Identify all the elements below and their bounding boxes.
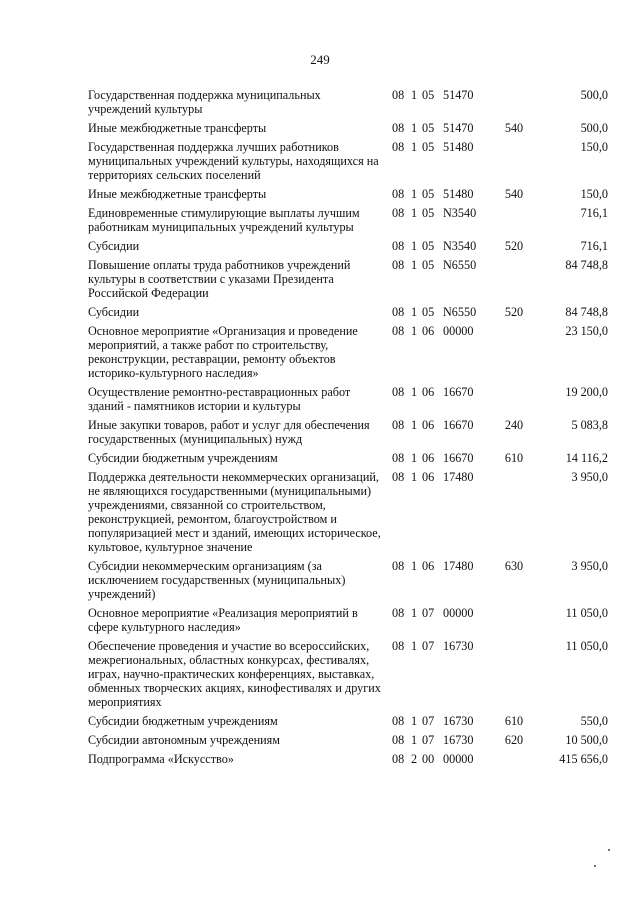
amount: 716,1 bbox=[580, 239, 608, 253]
code-subprogram: 07 bbox=[422, 639, 435, 653]
code-direction: 00000 bbox=[443, 324, 474, 338]
code-program: 1 bbox=[411, 324, 418, 338]
row-name: Государственная поддержка муниципальных учреждений культуры bbox=[88, 88, 321, 116]
code-subprogram: 05 bbox=[422, 88, 435, 102]
row-name: Основное мероприятие «Организация и проведение мероприятий, а также работ по строительству, реконструкции, реставрации, ремонту объектов историко-культурного наследия» bbox=[88, 324, 358, 380]
row-name: Основное мероприятие «Реализация мероприятий в сфере культурного наследия» bbox=[88, 606, 358, 634]
code-direction: 51480 bbox=[443, 187, 474, 201]
table-row bbox=[88, 470, 618, 554]
code-section: 08 bbox=[392, 733, 405, 747]
expense-type: 520 bbox=[504, 305, 524, 319]
code-program: 1 bbox=[411, 733, 418, 747]
row-name: Подпрограмма «Искусство» bbox=[88, 752, 234, 766]
table-row bbox=[88, 714, 618, 728]
code-subprogram: 05 bbox=[422, 206, 435, 220]
row-name: Обеспечение проведения и участие во всероссийских, межрегиональных, областных конкурсах, фестивалях, играх, научно-практических конференциях, выставках, обменных творческих акциях, кинофестивалях и других мероприятиях bbox=[88, 639, 381, 709]
row-name: Субсидии bbox=[88, 305, 140, 319]
expense-type: 540 bbox=[504, 121, 524, 135]
code-program: 1 bbox=[411, 258, 418, 272]
code-subprogram: 05 bbox=[422, 187, 435, 201]
expense-type: 540 bbox=[504, 187, 524, 201]
code-direction: 16670 bbox=[443, 385, 474, 399]
code-subprogram: 05 bbox=[422, 140, 435, 154]
amount: 11 050,0 bbox=[565, 639, 608, 653]
code-section: 08 bbox=[392, 305, 405, 319]
code-program: 1 bbox=[411, 305, 418, 319]
code-program: 1 bbox=[411, 606, 418, 620]
code-subprogram: 05 bbox=[422, 258, 435, 272]
code-direction: 17480 bbox=[443, 559, 474, 573]
table-row bbox=[88, 88, 618, 116]
code-direction: N3540 bbox=[443, 239, 477, 253]
table-row bbox=[88, 418, 618, 446]
code-program: 1 bbox=[411, 714, 418, 728]
amount: 84 748,8 bbox=[565, 258, 608, 272]
expense-type: 610 bbox=[504, 451, 524, 465]
page-number: 249 bbox=[310, 52, 330, 67]
expense-type: 620 bbox=[504, 733, 524, 747]
amount: 415 656,0 bbox=[559, 752, 608, 766]
amount: 150,0 bbox=[580, 140, 608, 154]
amount: 11 050,0 bbox=[565, 606, 608, 620]
code-direction: 16670 bbox=[443, 451, 474, 465]
row-name: Иные межбюджетные трансферты bbox=[88, 187, 267, 201]
code-subprogram: 07 bbox=[422, 714, 435, 728]
amount: 3 950,0 bbox=[571, 470, 608, 484]
expense-type: 240 bbox=[504, 418, 524, 432]
code-direction: 17480 bbox=[443, 470, 474, 484]
code-section: 08 bbox=[392, 470, 405, 484]
row-name: Повышение оплаты труда работников учреждений культуры в соответствии с указами Президента Российской Федерации bbox=[88, 258, 351, 300]
code-subprogram: 05 bbox=[422, 121, 435, 135]
code-direction: 00000 bbox=[443, 752, 474, 766]
code-program: 1 bbox=[411, 187, 418, 201]
code-subprogram: 06 bbox=[422, 418, 435, 432]
row-name: Субсидии бюджетным учреждениям bbox=[88, 451, 278, 465]
code-section: 08 bbox=[392, 714, 405, 728]
code-subprogram: 06 bbox=[422, 324, 435, 338]
budget-table bbox=[88, 88, 618, 771]
row-name: Субсидии автономным учреждениям bbox=[88, 733, 280, 747]
table-row bbox=[88, 451, 618, 465]
table-row bbox=[88, 559, 618, 601]
code-section: 08 bbox=[392, 606, 405, 620]
code-program: 1 bbox=[411, 451, 418, 465]
code-program: 1 bbox=[411, 239, 418, 253]
code-direction: 51480 bbox=[443, 140, 474, 154]
code-section: 08 bbox=[392, 752, 405, 766]
amount: 716,1 bbox=[580, 206, 608, 220]
expense-type: 630 bbox=[504, 559, 524, 573]
table-row bbox=[88, 121, 618, 135]
expense-type: 610 bbox=[504, 714, 524, 728]
row-name: Иные закупки товаров, работ и услуг для обеспечения государственных (муниципальных) нужд bbox=[88, 418, 370, 446]
row-name: Осуществление ремонтно-реставрационных работ зданий - памятников истории и культуры bbox=[88, 385, 351, 413]
code-subprogram: 07 bbox=[422, 606, 435, 620]
code-subprogram: 06 bbox=[422, 385, 435, 399]
code-section: 08 bbox=[392, 88, 405, 102]
table-row bbox=[88, 140, 618, 182]
table-row bbox=[88, 239, 618, 253]
code-program: 1 bbox=[411, 418, 418, 432]
row-name: Иные межбюджетные трансферты bbox=[88, 121, 267, 135]
code-program: 2 bbox=[411, 752, 418, 766]
table-row bbox=[88, 385, 618, 413]
table-row bbox=[88, 639, 618, 709]
code-section: 08 bbox=[392, 258, 405, 272]
code-direction: 16730 bbox=[443, 714, 474, 728]
row-name: Субсидии некоммерческим организациям (за исключением государственных (муниципальных) учреждений) bbox=[88, 559, 346, 601]
code-section: 08 bbox=[392, 206, 405, 220]
table-row bbox=[88, 606, 618, 634]
scan-speck bbox=[594, 865, 596, 867]
code-program: 1 bbox=[411, 470, 418, 484]
code-subprogram: 06 bbox=[422, 470, 435, 484]
row-name: Государственная поддержка лучших работников муниципальных учреждений культуры, находящихся на территориях сельских поселений bbox=[88, 140, 379, 182]
amount: 150,0 bbox=[580, 187, 608, 201]
code-section: 08 bbox=[392, 639, 405, 653]
code-section: 08 bbox=[392, 559, 405, 573]
amount: 550,0 bbox=[580, 714, 608, 728]
code-section: 08 bbox=[392, 451, 405, 465]
code-direction: 51470 bbox=[443, 121, 474, 135]
table-row bbox=[88, 324, 618, 380]
code-program: 1 bbox=[411, 385, 418, 399]
amount: 500,0 bbox=[580, 88, 608, 102]
row-name: Субсидии bbox=[88, 239, 140, 253]
code-program: 1 bbox=[411, 639, 418, 653]
code-direction: 16730 bbox=[443, 639, 474, 653]
amount: 84 748,8 bbox=[565, 305, 608, 319]
code-direction: 16730 bbox=[443, 733, 474, 747]
code-direction: 16670 bbox=[443, 418, 474, 432]
code-direction: N6550 bbox=[443, 258, 477, 272]
amount: 500,0 bbox=[580, 121, 608, 135]
code-direction: 51470 bbox=[443, 88, 474, 102]
code-program: 1 bbox=[411, 121, 418, 135]
code-subprogram: 05 bbox=[422, 305, 435, 319]
table-row bbox=[88, 206, 618, 234]
code-direction: N3540 bbox=[443, 206, 477, 220]
code-subprogram: 07 bbox=[422, 733, 435, 747]
row-name: Единовременные стимулирующие выплаты лучшим работникам муниципальных учреждений культуры bbox=[88, 206, 360, 234]
code-section: 08 bbox=[392, 187, 405, 201]
code-program: 1 bbox=[411, 88, 418, 102]
code-section: 08 bbox=[392, 239, 405, 253]
amount: 23 150,0 bbox=[565, 324, 608, 338]
scan-speck bbox=[608, 849, 610, 851]
code-program: 1 bbox=[411, 140, 418, 154]
expense-type: 520 bbox=[504, 239, 524, 253]
amount: 14 116,2 bbox=[565, 451, 608, 465]
code-section: 08 bbox=[392, 140, 405, 154]
code-subprogram: 00 bbox=[422, 752, 435, 766]
code-section: 08 bbox=[392, 418, 405, 432]
table-row bbox=[88, 733, 618, 747]
code-program: 1 bbox=[411, 206, 418, 220]
row-name: Субсидии бюджетным учреждениям bbox=[88, 714, 278, 728]
row-name: Поддержка деятельности некоммерческих организаций, не являющихся государственными (муниципальными) учреждениями, связанной со строительством, реконструкцией, ремонтом, благоустройством и популяризацией мест и зданий, имеющих историческое, культовое, культурное значение bbox=[88, 470, 381, 554]
code-program: 1 bbox=[411, 559, 418, 573]
code-subprogram: 06 bbox=[422, 451, 435, 465]
code-direction: N6550 bbox=[443, 305, 477, 319]
code-section: 08 bbox=[392, 121, 405, 135]
code-subprogram: 06 bbox=[422, 559, 435, 573]
code-subprogram: 05 bbox=[422, 239, 435, 253]
table-row bbox=[88, 752, 618, 766]
amount: 3 950,0 bbox=[571, 559, 608, 573]
table-row bbox=[88, 258, 618, 300]
code-direction: 00000 bbox=[443, 606, 474, 620]
table-row bbox=[88, 305, 618, 319]
code-section: 08 bbox=[392, 385, 405, 399]
code-section: 08 bbox=[392, 324, 405, 338]
amount: 10 500,0 bbox=[565, 733, 608, 747]
amount: 5 083,8 bbox=[571, 418, 608, 432]
amount: 19 200,0 bbox=[565, 385, 608, 399]
table-row bbox=[88, 187, 618, 201]
